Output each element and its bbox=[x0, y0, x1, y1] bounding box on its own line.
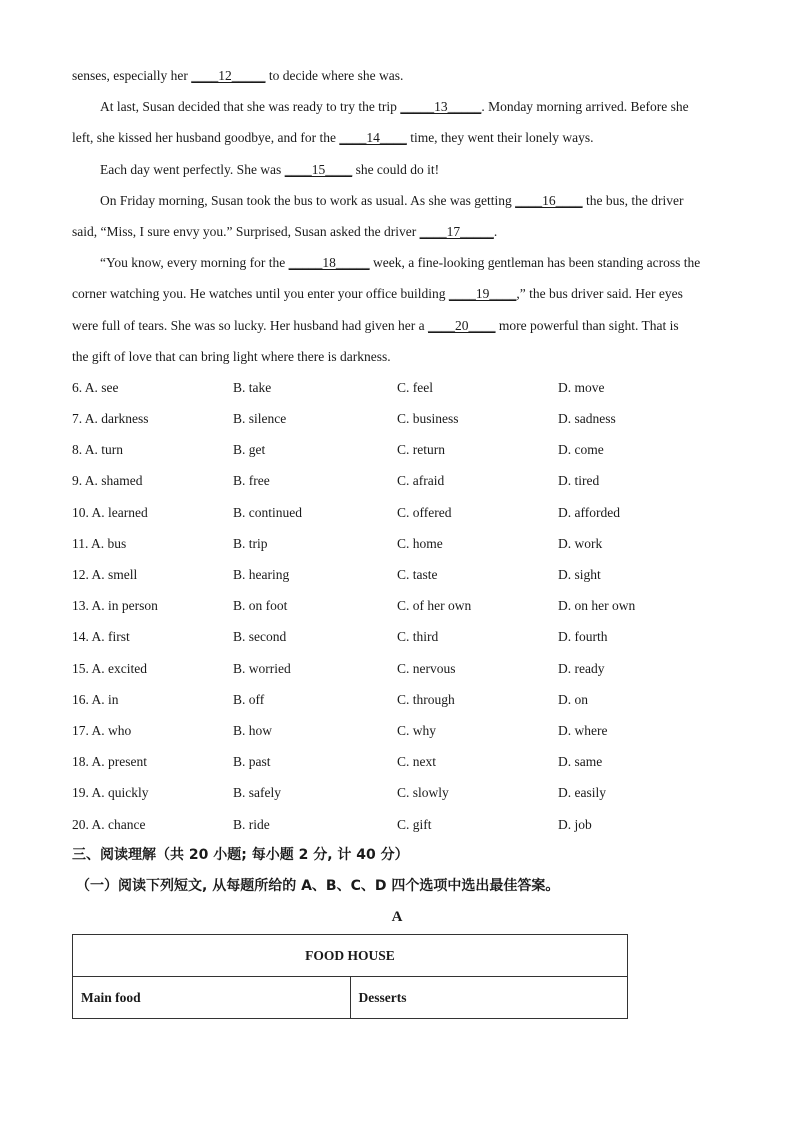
option-a: 7. A. darkness bbox=[72, 411, 149, 427]
passage-text: to decide where she was. bbox=[265, 68, 404, 83]
table-title: FOOD HOUSE bbox=[73, 935, 628, 977]
answer-blank: ____17_____ bbox=[419, 223, 494, 239]
option-row bbox=[72, 372, 722, 403]
option-a: 14. A. first bbox=[72, 629, 130, 645]
option-c: C. next bbox=[397, 754, 436, 770]
option-d: D. fourth bbox=[558, 629, 608, 645]
passage-text: Each day went perfectly. She was bbox=[100, 161, 285, 177]
cloze-options bbox=[72, 372, 722, 840]
passage-text: week, a fine-looking gentleman has been standing across the bbox=[369, 255, 701, 271]
option-b: B. ride bbox=[233, 816, 270, 832]
option-c: C. business bbox=[397, 411, 459, 427]
option-b: B. second bbox=[233, 629, 287, 645]
option-b: B. safely bbox=[233, 785, 281, 801]
option-a: 18. A. present bbox=[72, 754, 147, 770]
passage-text: the gift of love that can bring light where there is darkness. bbox=[72, 348, 391, 364]
answer-blank: _____13_____ bbox=[400, 99, 482, 115]
answer-blank: ____14____ bbox=[339, 130, 407, 146]
option-d: D. come bbox=[558, 442, 604, 458]
passage-line bbox=[72, 247, 722, 278]
option-row bbox=[72, 777, 722, 808]
option-b: B. take bbox=[233, 379, 272, 395]
food-house-table bbox=[72, 934, 628, 1019]
option-d: D. work bbox=[558, 535, 603, 551]
option-c: C. feel bbox=[397, 379, 433, 395]
passage-text: corner watching you. He watches until you enter your office building bbox=[72, 286, 449, 302]
option-b: B. hearing bbox=[233, 567, 290, 582]
option-row bbox=[72, 497, 722, 528]
passage-text: At last, Susan decided that she was ready to try the trip bbox=[100, 99, 401, 115]
option-d: D. tired bbox=[558, 473, 600, 489]
option-c: C. afraid bbox=[397, 473, 445, 489]
passage-line bbox=[72, 60, 722, 91]
option-a: 20. A. chance bbox=[72, 816, 146, 832]
option-b: B. free bbox=[233, 473, 270, 489]
option-c: C. return bbox=[397, 442, 445, 458]
option-a: 10. A. learned bbox=[72, 504, 148, 520]
option-b: B. trip bbox=[233, 535, 268, 551]
passage-line bbox=[72, 154, 722, 185]
option-d: D. on her own bbox=[558, 598, 636, 614]
option-c: C. nervous bbox=[397, 660, 456, 676]
option-c: C. why bbox=[397, 722, 437, 738]
option-c: C. taste bbox=[397, 567, 438, 582]
passage-text: were full of tears. She was so lucky. Her husband had given her a bbox=[72, 317, 429, 333]
answer-blank: ____16____ bbox=[515, 192, 583, 208]
option-row bbox=[72, 559, 722, 590]
option-d: D. ready bbox=[558, 660, 605, 676]
passage-text: more powerful than sight. That is bbox=[495, 317, 679, 333]
passage-text: . bbox=[493, 223, 498, 239]
option-a: 6. A. see bbox=[72, 379, 119, 395]
passage-line bbox=[72, 91, 722, 122]
option-b: B. silence bbox=[233, 411, 287, 427]
option-row bbox=[72, 465, 722, 496]
option-b: B. on foot bbox=[233, 598, 288, 614]
option-a: 8. A. turn bbox=[72, 442, 124, 458]
answer-blank: ____19____ bbox=[448, 286, 517, 302]
option-b: B. worried bbox=[233, 660, 291, 676]
passage-text: said, “Miss, I sure envy you.” Surprised, Susan asked the driver bbox=[72, 223, 420, 239]
sub-instruction: （一）阅读下列短文, 从每题所给的 A、B、C、D 四个选项中选出最佳答案。 bbox=[76, 877, 560, 894]
cloze-passage bbox=[72, 60, 722, 372]
passage-line bbox=[72, 122, 722, 153]
passage-text: ,” the bus driver said. Her eyes bbox=[516, 286, 683, 302]
option-a: 9. A. shamed bbox=[72, 473, 143, 489]
option-a: 12. A. smell bbox=[72, 567, 138, 582]
option-row bbox=[72, 590, 722, 621]
answer-blank: ____15____ bbox=[284, 161, 353, 177]
option-a: 16. A. in bbox=[72, 691, 119, 707]
option-row bbox=[72, 403, 722, 434]
option-a: 19. A. quickly bbox=[72, 785, 149, 801]
option-row bbox=[72, 684, 722, 715]
option-d: D. on bbox=[558, 691, 588, 707]
passage-text: . Monday morning arrived. Before she bbox=[481, 99, 689, 115]
passage-text: time, they went their lonely ways. bbox=[406, 130, 594, 146]
answer-blank: ____12_____ bbox=[191, 68, 266, 83]
exam-page bbox=[72, 60, 722, 932]
option-d: D. easily bbox=[558, 785, 606, 801]
option-d: D. sight bbox=[558, 567, 601, 582]
answer-blank: ____20____ bbox=[428, 317, 496, 333]
option-c: C. gift bbox=[397, 816, 432, 832]
passage-text: left, she kissed her husband goodbye, and for the bbox=[72, 130, 340, 146]
passage-text: the bus, the driver bbox=[582, 192, 684, 208]
passage-text: “You know, every morning for the bbox=[100, 255, 289, 271]
passage-line bbox=[72, 185, 722, 216]
passage-line bbox=[72, 216, 722, 247]
passage-line bbox=[72, 278, 722, 309]
answer-blank: _____18_____ bbox=[288, 255, 370, 271]
passage-text: On Friday morning, Susan took the bus to work as usual. As she was getting bbox=[100, 192, 516, 208]
option-c: C. offered bbox=[397, 504, 452, 520]
passage-line bbox=[72, 310, 722, 341]
option-a: 13. A. in person bbox=[72, 598, 158, 614]
option-c: C. through bbox=[397, 691, 455, 707]
option-d: D. same bbox=[558, 754, 603, 770]
option-row bbox=[72, 809, 722, 840]
passage-text: she could do it! bbox=[352, 161, 440, 177]
option-b: B. continued bbox=[233, 504, 302, 520]
option-b: B. off bbox=[233, 691, 265, 707]
option-d: D. where bbox=[558, 722, 608, 738]
option-c: C. home bbox=[397, 535, 443, 551]
option-row bbox=[72, 528, 722, 559]
section-title: 三、阅读理解（共 20 小题; 每小题 2 分, 计 40 分） bbox=[72, 846, 409, 863]
option-d: D. job bbox=[558, 816, 592, 832]
option-b: B. get bbox=[233, 442, 266, 458]
option-d: D. move bbox=[558, 379, 605, 395]
option-b: B. past bbox=[233, 754, 271, 770]
option-c: C. slowly bbox=[397, 785, 449, 801]
option-a: 11. A. bus bbox=[72, 535, 127, 551]
option-row bbox=[72, 746, 722, 777]
option-a: 15. A. excited bbox=[72, 660, 147, 676]
option-row bbox=[72, 653, 722, 684]
column-main-food: Main food bbox=[73, 977, 351, 1019]
option-c: C. third bbox=[397, 629, 439, 645]
passage-text: senses, especially her bbox=[72, 68, 192, 83]
passage-line bbox=[72, 341, 722, 372]
option-d: D. sadness bbox=[558, 411, 616, 427]
option-d: D. afforded bbox=[558, 504, 620, 520]
option-row bbox=[72, 715, 722, 746]
option-a: 17. A. who bbox=[72, 722, 132, 738]
column-desserts: Desserts bbox=[350, 977, 628, 1019]
passage-label: A bbox=[391, 908, 403, 925]
option-c: C. of her own bbox=[397, 598, 472, 614]
option-b: B. how bbox=[233, 722, 273, 738]
option-row bbox=[72, 434, 722, 465]
option-row bbox=[72, 621, 722, 652]
